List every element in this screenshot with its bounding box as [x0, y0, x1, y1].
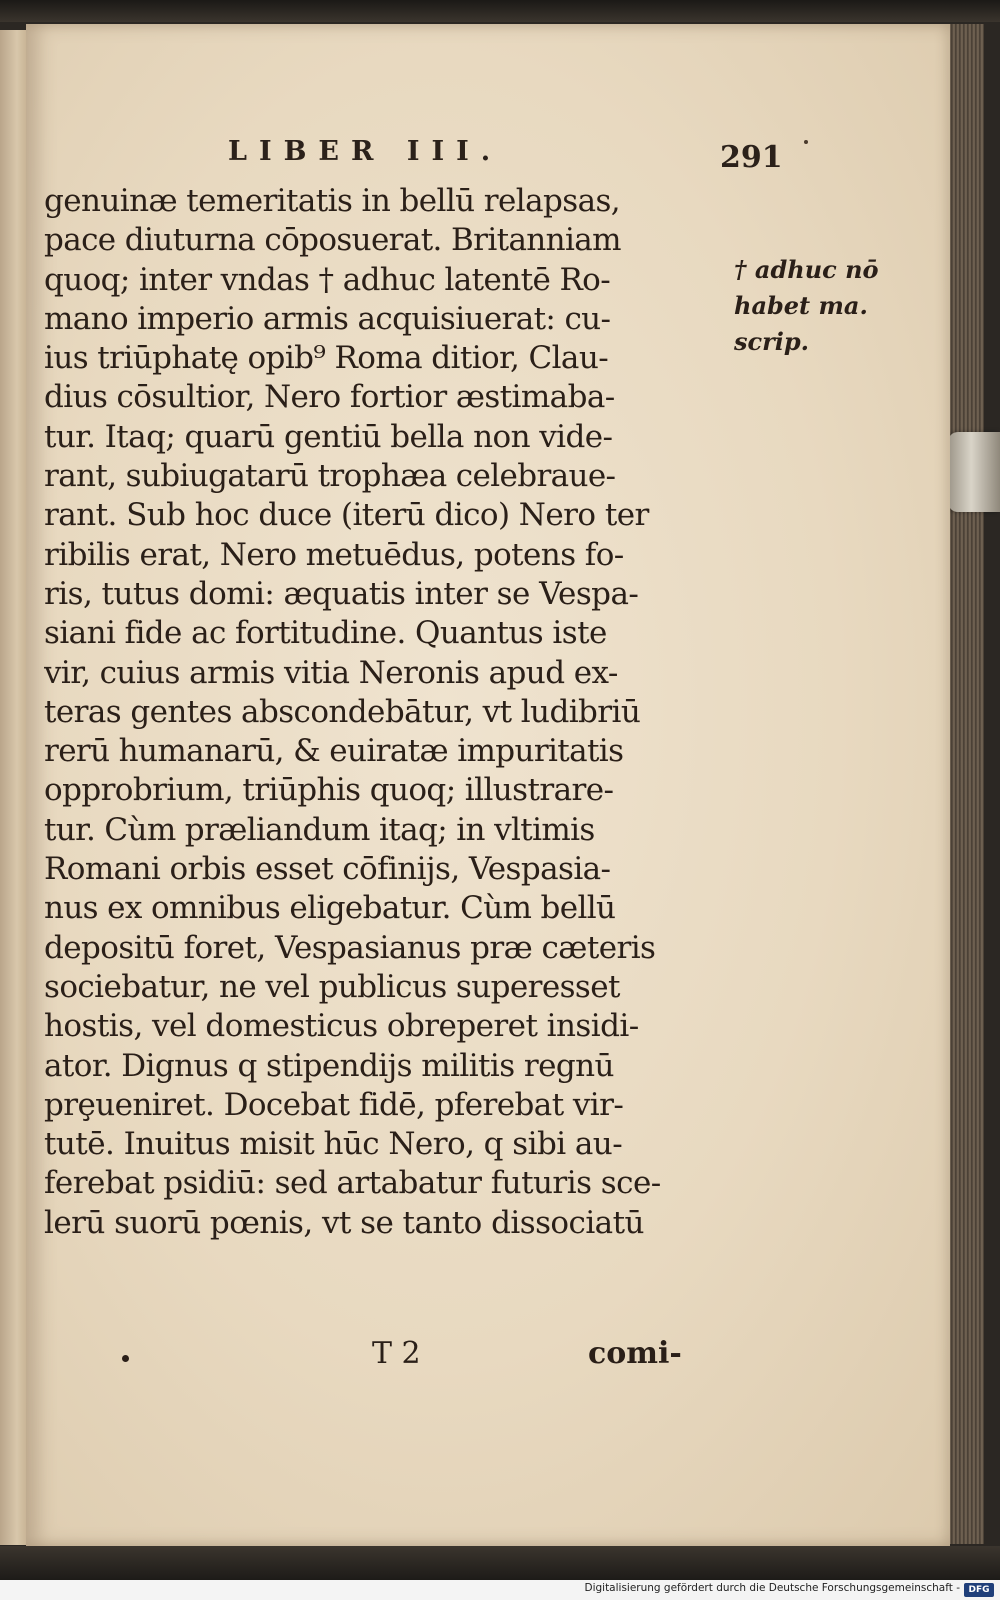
text-line: ferebat psidiū: sed artabatur futuris sce- [44, 1165, 661, 1202]
credit-text: Digitalisierung gefördert durch die Deutsche Forschungsgemeinschaft - [584, 1582, 960, 1594]
text-line: hostis, vel domesticus obreperet insidi- [44, 1008, 639, 1045]
dfg-logo-icon: DFG [964, 1583, 994, 1597]
page-edges [948, 24, 984, 1544]
signature-mark: T 2 [372, 1336, 421, 1371]
text-line: rerū humanarū, & euiratæ impuritatis [44, 733, 624, 770]
text-line: depositū foret, Vespasianus præ cæteris [44, 929, 656, 966]
text-line: teras gentes abscondebātur, vt ludibriū [44, 693, 641, 730]
scanner-top-strip [0, 0, 1000, 22]
previous-page-gutter [0, 30, 28, 1545]
text-line: prȩueniret. Docebat fidē, pferebat vir- [44, 1086, 624, 1123]
ink-speck [804, 140, 808, 144]
text-line: ribilis erat, Nero metuēdus, potens fo- [44, 536, 624, 573]
text-line: quoq; inter vndas † adhuc latentē Ro- [44, 261, 611, 298]
text-line: tutē. Inuitus misit hūc Nero, q sibi au- [44, 1126, 623, 1163]
text-line: dius cōsultior, Nero fortior æstimaba- [44, 379, 615, 416]
marginal-note [734, 252, 879, 360]
text-line: siani fide ac fortitudine. Quantus iste [44, 615, 607, 652]
text-line: genuinæ temeritatis in bellū relapsas, [44, 183, 621, 219]
text-line: lerū suorū pœnis, vt se tanto dissociatū [44, 1204, 644, 1241]
body-text [44, 182, 734, 1243]
catchword: comi- [588, 1336, 682, 1371]
marginal-note-line: † adhuc nō [734, 255, 879, 284]
text-line: sociebatur, ne vel publicus superesset [44, 968, 620, 1005]
text-line: tur. Itaq; quarū gentiū bella non vide- [44, 418, 613, 455]
text-line: pace diuturna cōposuerat. Britanniam [44, 222, 621, 259]
text-line: ris, tutus domi: æquatis inter se Vespa- [44, 575, 639, 612]
running-head: LIBER III. [228, 136, 503, 167]
page-number: 291 [720, 140, 783, 175]
catchline-dot [122, 1355, 129, 1362]
text-line: vir, cuius armis vitia Neronis apud ex- [44, 654, 618, 691]
marginal-note-line: scrip. [734, 327, 810, 356]
text-line: rant. Sub hoc duce (iterū dico) Nero ter [44, 497, 649, 534]
text-line: ius triūphatę opib⁹ Roma ditior, Clau- [44, 340, 609, 377]
marginal-note-line: habet ma. [734, 291, 868, 320]
text-line: rant, subiugatarū trophæa celebraue- [44, 458, 616, 495]
text-line: opprobrium, triūphis quoq; illustrare- [44, 772, 614, 809]
book-clip-icon [948, 432, 1000, 512]
text-line: nus ex omnibus eligebatur. Cùm bellū [44, 890, 616, 927]
scanner-bottom-strip [0, 1546, 1000, 1580]
credit-bar [0, 1580, 1000, 1600]
text-line: mano imperio armis acquisiuerat: cu- [44, 300, 611, 337]
text-line: ator. Dignus q stipendijs militis regnū [44, 1047, 614, 1084]
text-line: Romani orbis esset cōfinijs, Vespasia- [44, 851, 611, 888]
text-line: tur. Cùm præliandum itaq; in vltimis [44, 811, 595, 848]
